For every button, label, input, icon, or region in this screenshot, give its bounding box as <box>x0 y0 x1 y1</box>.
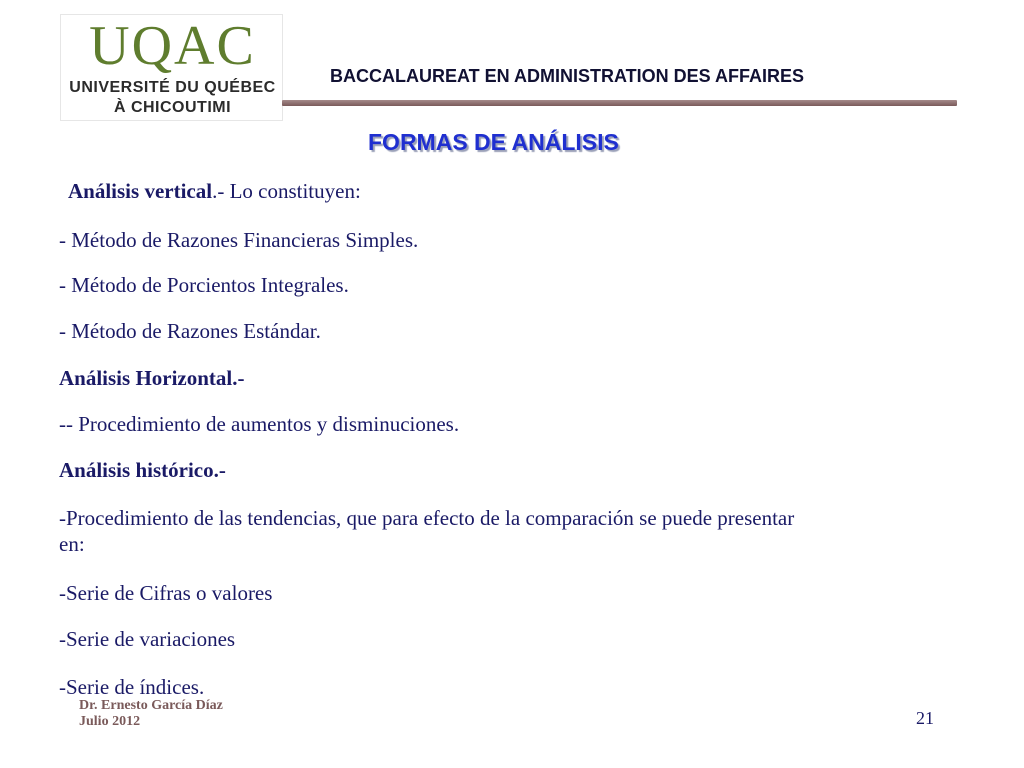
historical-analysis-description-line2: en: <box>59 532 85 556</box>
historical-analysis-heading: Análisis histórico.- <box>59 458 226 482</box>
logo-mark: UQAC <box>89 15 256 77</box>
list-item: - Método de Porcientos Integrales. <box>59 273 349 297</box>
list-item: -Serie de Cifras o valores <box>59 581 273 605</box>
horizontal-analysis-heading: Análisis Horizontal.- <box>59 366 245 390</box>
list-item: - Método de Razones Estándar. <box>59 319 321 343</box>
historical-analysis-description <box>59 505 979 557</box>
vertical-analysis-line <box>68 178 361 204</box>
vertical-analysis-heading: Análisis vertical <box>68 179 213 203</box>
historical-analysis-description-line1: -Procedimiento de las tendencias, que para efecto de la comparación se puede presentar <box>59 506 795 530</box>
header-divider <box>282 100 957 106</box>
vertical-analysis-suffix: .- Lo constituyen: <box>212 179 361 203</box>
logo-city-line: À CHICOUTIMI <box>113 99 232 116</box>
footer-date: Julio 2012 <box>79 714 141 729</box>
list-item: - Método de Razones Financieras Simples. <box>59 228 419 252</box>
logo-university-line: UNIVERSITÉ DU QUÉBEC <box>69 79 276 96</box>
list-item: -Serie de índices. <box>59 675 205 699</box>
slide-title: FORMAS DE ANÁLISIS <box>368 129 619 155</box>
horizontal-analysis-item: -- Procedimiento de aumentos y disminuciones. <box>59 412 460 436</box>
footer-author: Dr. Ernesto García Díaz <box>79 698 223 713</box>
list-item: -Serie de variaciones <box>59 627 236 651</box>
uqac-logo <box>60 14 283 121</box>
page-number: 21 <box>916 708 934 728</box>
program-title: BACCALAUREAT EN ADMINISTRATION DES AFFAIRES <box>330 66 804 86</box>
